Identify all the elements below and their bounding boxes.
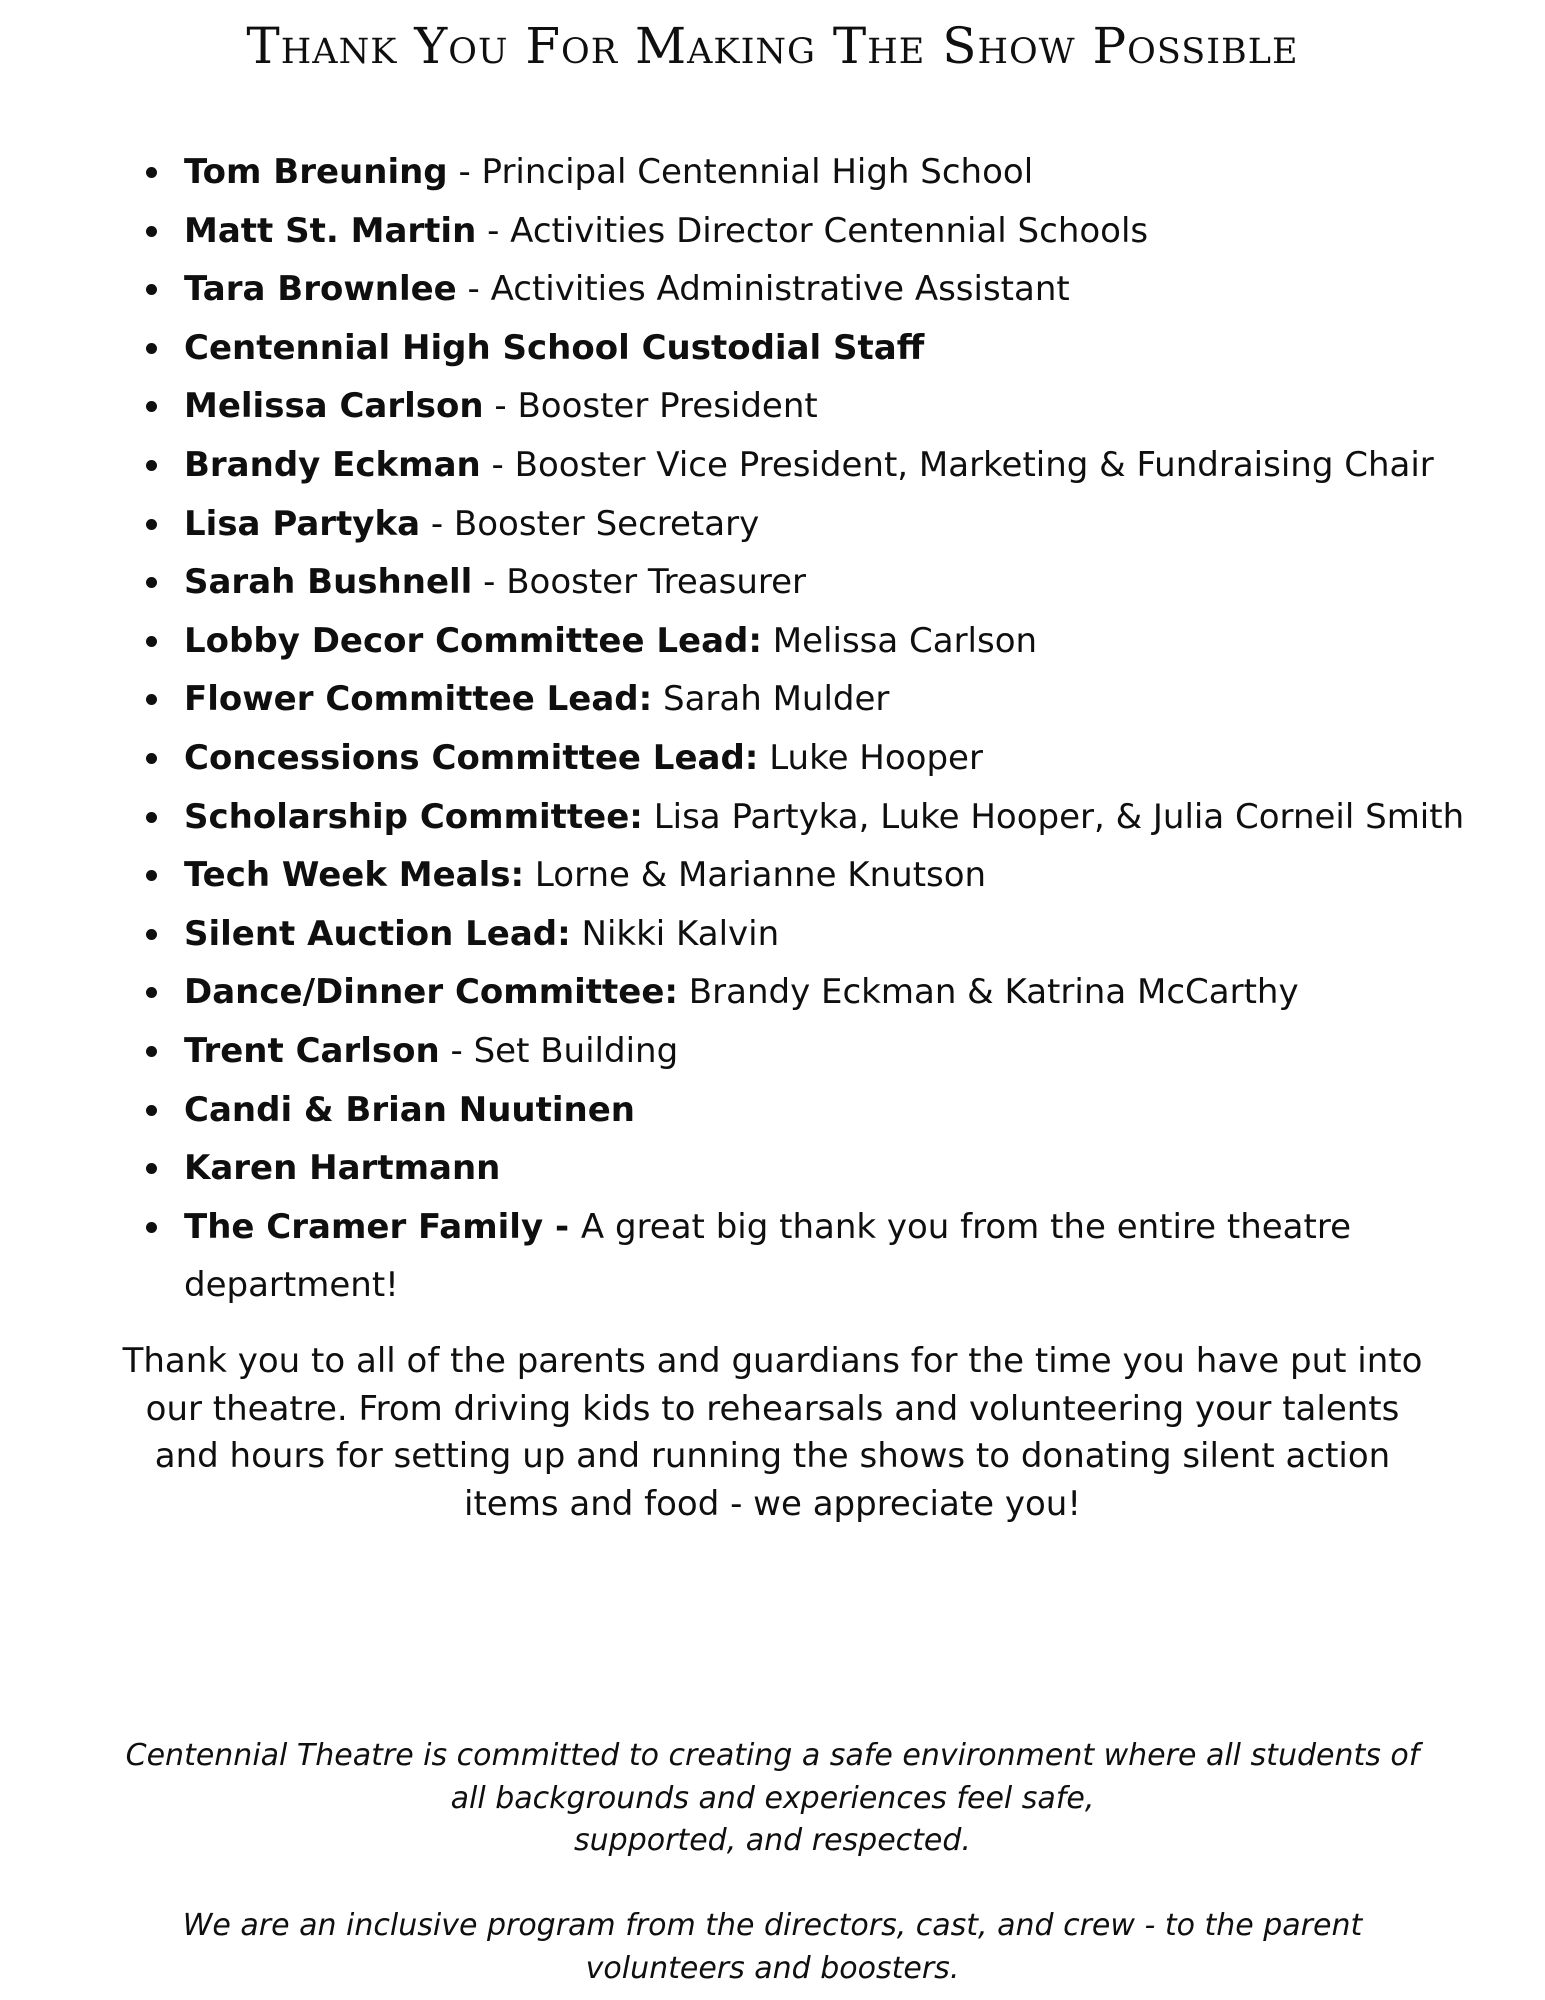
- item-detail: - Activities Director Centennial Schools: [476, 210, 1149, 251]
- item-detail: Lorne & Marianne Knutson: [524, 855, 987, 896]
- list-item: [137, 260, 1397, 319]
- item-name: Tech Week Meals:: [184, 855, 525, 896]
- bullet-icon: [146, 694, 157, 705]
- thanks-list: [137, 143, 1465, 1315]
- item-name: Centennial High School Custodial Staff: [184, 327, 925, 368]
- list-item: [137, 202, 1397, 261]
- item-detail: Sarah Mulder: [652, 679, 890, 720]
- bullet-icon: [146, 1163, 157, 1174]
- list-item: [137, 788, 1465, 847]
- item-detail: Brandy Eckman & Katrina McCarthy: [678, 972, 1299, 1013]
- parents-thank-you-paragraph: Thank you to all of the parents and guardians for the time you have put into our theatre. From driving kids to rehearsals and volunteering your talents and hours for setting up and running the shows to donating silent action items and food - we appreciate you!: [122, 1341, 1423, 1524]
- item-detail: Melissa Carlson: [761, 620, 1038, 661]
- bullet-icon: [146, 870, 157, 881]
- item-detail: - Activities Administrative Assistant: [456, 269, 1070, 310]
- item-name: The Cramer Family -: [184, 1206, 581, 1247]
- item-detail: Nikki Kalvin: [570, 913, 780, 954]
- item-name: Karen Hartmann: [184, 1148, 501, 1189]
- list-item: [137, 1022, 1397, 1081]
- bullet-icon: [146, 812, 157, 823]
- list-item: [137, 670, 1397, 729]
- list-item: [137, 905, 1397, 964]
- bullet-icon: [146, 987, 157, 998]
- list-item: [137, 1139, 1397, 1198]
- item-name: Lisa Partyka: [184, 503, 421, 544]
- inclusive-statement: We are an inclusive program from the directors, cast, and crew - to the parent volunteers and boosters.: [182, 1908, 1363, 1986]
- item-name: Tom Breuning: [184, 152, 448, 192]
- item-name: Scholarship Committee:: [184, 796, 643, 837]
- list-item: [137, 319, 1397, 378]
- spacer: [112, 1863, 1433, 1906]
- bullet-icon: [146, 167, 157, 178]
- item-detail: - Booster President: [483, 386, 818, 427]
- bullet-icon: [146, 284, 157, 295]
- bullet-icon: [146, 1222, 157, 1233]
- item-name: Silent Auction Lead:: [184, 913, 571, 954]
- item-detail: Lisa Partyka, Luke Hooper, & Julia Corneil Smith: [642, 796, 1465, 837]
- item-name: Tara Brownlee: [184, 269, 457, 310]
- bullet-icon: [146, 1046, 157, 1057]
- list-item: [137, 963, 1397, 1022]
- item-detail: - Principal Centennial High School: [447, 152, 1034, 192]
- list-item: [137, 495, 1397, 554]
- item-name: Flower Committee Lead:: [184, 679, 653, 720]
- commitment-statement: [112, 1735, 1433, 1990]
- item-detail: - Booster Treasurer: [472, 562, 807, 603]
- list-item: [137, 377, 1397, 436]
- item-name: Trent Carlson: [184, 1030, 440, 1071]
- list-item: [137, 1081, 1397, 1140]
- item-name: Candi & Brian Nuutinen: [184, 1089, 635, 1130]
- bullet-icon: [146, 636, 157, 647]
- list-item: [137, 436, 1434, 495]
- item-name: Concessions Committee Lead:: [184, 737, 759, 778]
- bullet-icon: [146, 1105, 157, 1116]
- list-item: [137, 143, 1397, 202]
- item-name: Sarah Bushnell: [184, 562, 473, 603]
- item-name: Dance/Dinner Committee:: [184, 972, 678, 1013]
- bullet-icon: [146, 401, 157, 412]
- bullet-icon: [146, 929, 157, 940]
- list-item: [137, 846, 1397, 905]
- item-name: Matt St. Martin: [184, 210, 477, 251]
- bullet-icon: [146, 519, 157, 530]
- item-name: Melissa Carlson: [184, 386, 484, 427]
- item-detail: - Set Building: [439, 1030, 679, 1071]
- item-name: Lobby Decor Committee Lead:: [184, 620, 762, 661]
- list-item: [137, 729, 1397, 788]
- bullet-icon: [146, 460, 157, 471]
- bullet-icon: [146, 577, 157, 588]
- item-detail: A great big thank you from the entire theatre department!: [184, 1206, 1352, 1306]
- item-detail: Luke Hooper: [758, 737, 983, 778]
- list-item: [137, 553, 1397, 612]
- list-item: [137, 1198, 1397, 1315]
- item-detail: - Booster Secretary: [420, 503, 760, 544]
- item-name: Brandy Eckman: [184, 444, 481, 485]
- bullet-icon: [146, 343, 157, 354]
- item-detail: - Booster Vice President, Marketing & Fundraising Chair: [480, 444, 1434, 485]
- commitment-line: Centennial Theatre is committed to creating a safe environment where all students of all backgrounds and experiences feel safe,: [125, 1738, 1420, 1816]
- commitment-line: supported, and respected.: [574, 1823, 971, 1858]
- list-item: [137, 612, 1397, 671]
- page-title: Thank You For Making The Show Possible: [246, 17, 1299, 75]
- bullet-icon: [146, 753, 157, 764]
- bullet-icon: [146, 226, 157, 237]
